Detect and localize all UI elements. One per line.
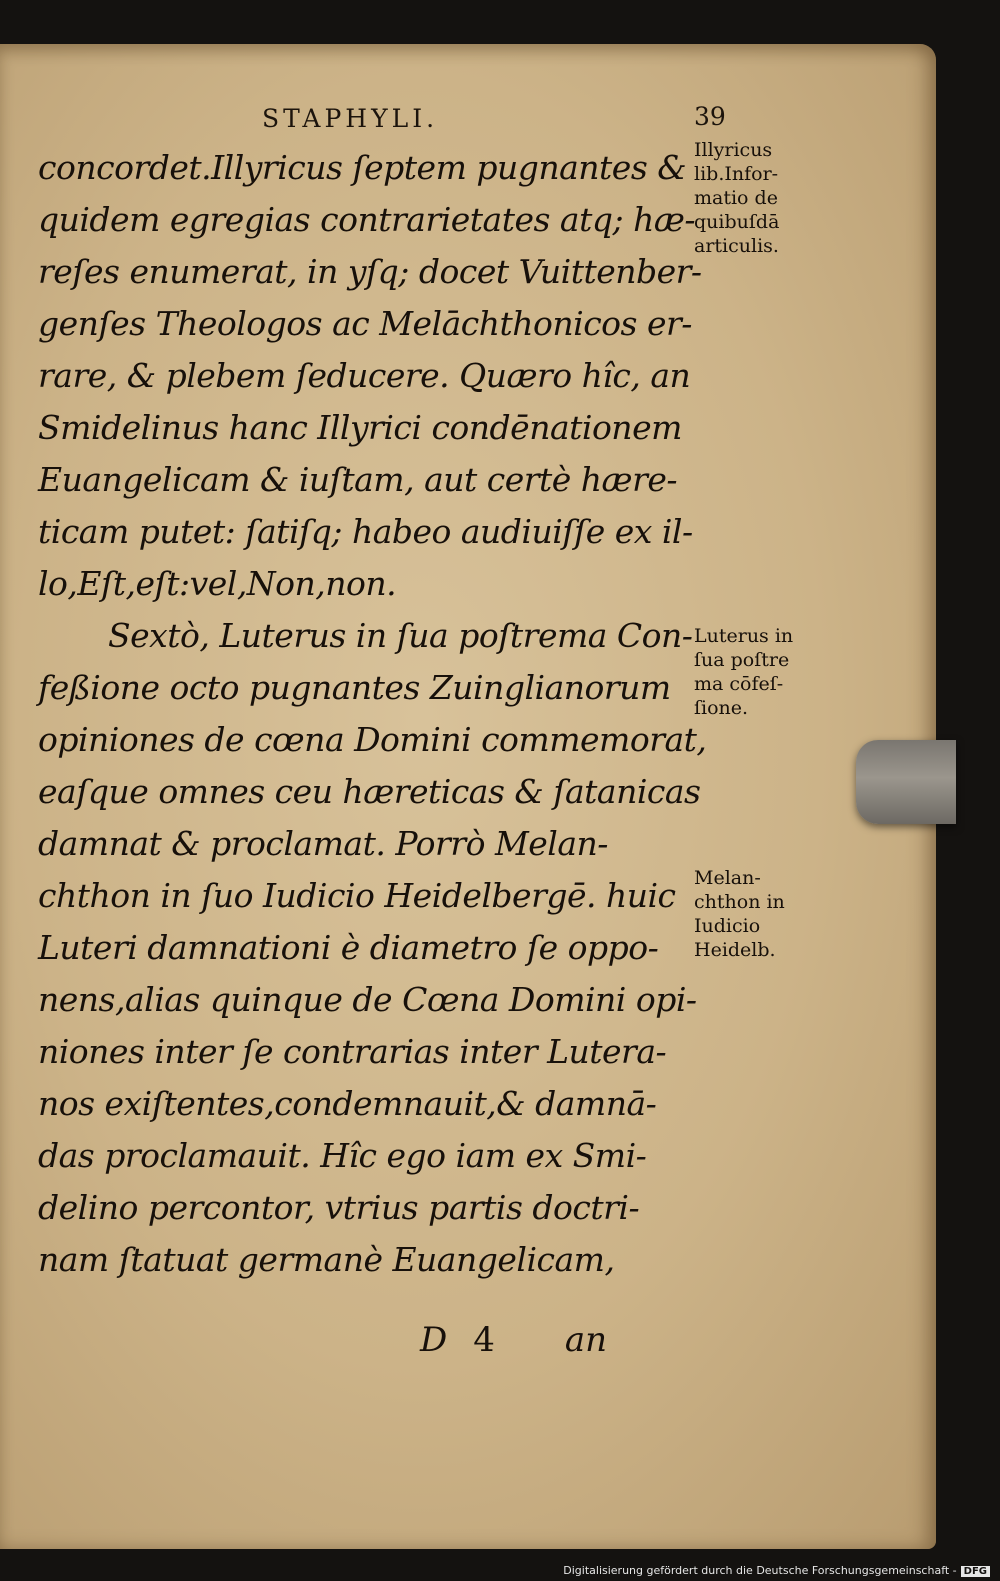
text-line: reſes enumerat, in yſq; docet Vuittenber- [38,252,702,291]
margin-note-line: Melan- [694,867,761,889]
margin-note-line: Iudicio [694,915,761,937]
margin-note-melanchthon [694,866,834,962]
margin-note-illyricus [694,138,834,258]
catchword: an [564,1320,608,1360]
margin-note-line: articulis. [694,235,779,257]
text-line: Smidelinus hanc Illyrici condēnationem [38,408,682,447]
text-line: ticam putet: ſatiſq; habeo audiuiſſe ex il- [38,512,693,551]
margin-note-line: lib.Infor- [694,163,779,185]
text-line: chthon in ſuo Iudicio Heidelbergē. huic [38,876,676,915]
signature-number: 4 [473,1320,495,1360]
text-line: Sextò, Luterus in ſua poſtrema Con- [108,616,693,655]
text-line: nam ſtatuat germanè Euangelicam, [38,1240,615,1279]
text-line: rare, & plebem ſeducere. Quæro hîc, an [38,356,691,395]
text-line: das proclamauit. Hîc ego iam ex Smi- [38,1136,647,1175]
text-line: feßione octo pugnantes Zuinglianorum [38,668,671,707]
margin-note-line: Illyricus [694,139,773,161]
text-line: genſes Theologos ac Melāchthonicos er- [38,304,692,343]
text-line: Euangelicam & iuſtam, aut certè hære- [38,460,678,499]
text-line: damnat & proclamat. Porrò Melan- [38,824,608,863]
text-line: niones inter ſe contrarias inter Lutera- [38,1032,667,1071]
text-line: Luteri damnationi è diametro ſe oppo- [38,928,659,967]
margin-note-line: Heidelb. [694,939,776,961]
margin-note-luterus [694,624,834,720]
text-line: quidem egregias contrarietates atq; hæ- [38,200,696,239]
text-line: lo,Eſt,eſt:vel,Non,non. [38,564,397,603]
text-line: nens,alias quinque de Cœna Domini opi- [38,980,697,1019]
signature-mark: D [420,1320,448,1360]
margin-note-line: ſua poſtre [694,649,790,671]
margin-note-line: Luterus in [694,625,794,647]
page-number: 39 [694,102,726,131]
text-line: eaſque omnes ceu hæreticas & ſatanicas [38,772,701,811]
margin-note-line: chthon in [694,891,785,913]
digitization-credit [563,1564,990,1577]
book-page [0,44,936,1549]
text-line: opiniones de cœna Domini commemorat, [38,720,707,759]
margin-note-line: ma cōfeſ- [694,673,784,695]
running-head: STAPHYLI. [262,104,439,133]
scanner-clip [856,740,956,824]
text-line: nos exiſtentes,condemnauit,& damnā- [38,1084,657,1123]
text-line: concordet.Illyricus ſeptem pugnantes & [38,148,687,187]
page-footer [420,1320,607,1360]
dfg-logo: DFG [961,1566,990,1577]
credit-text: Digitalisierung gefördert durch die Deutsche Forschungsgemeinschaft - [563,1564,957,1577]
text-line: delino percontor, vtrius partis doctri- [38,1188,640,1227]
margin-note-line: quibuſdā [694,211,780,233]
margin-note-line: matio de [694,187,778,209]
margin-note-line: ſione. [694,697,749,719]
